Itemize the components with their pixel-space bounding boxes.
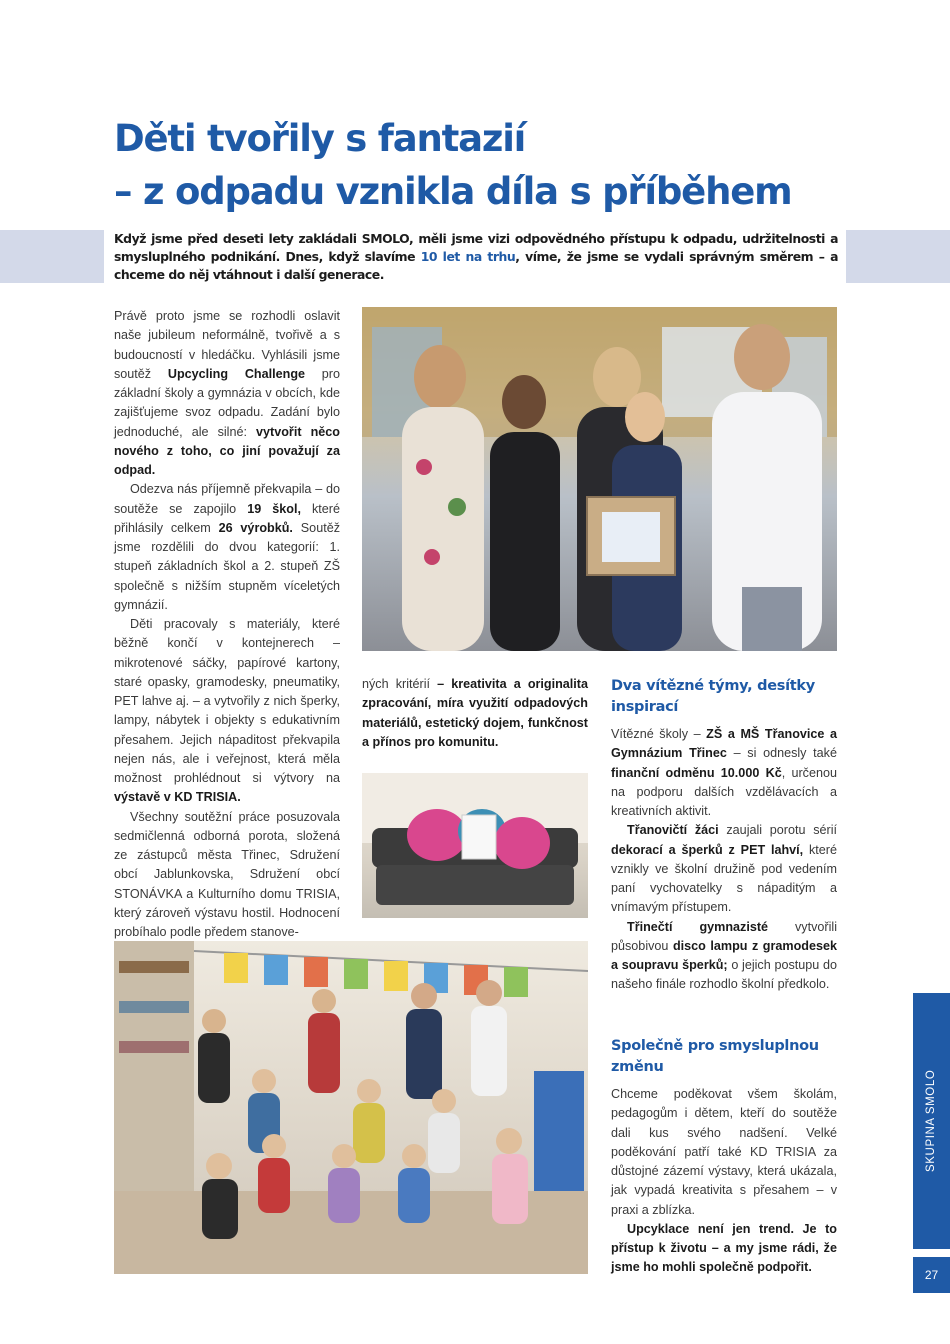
column-3: [611, 725, 837, 995]
photo-winners-illustration: [362, 307, 837, 651]
col1-paragraph-2: Odezva nás příjemně překvapila – do soutěže se zapojilo 19 škol, které přihlásily celkem 26 výrobků. Soutěž jsme rozdělili do dvou kategorií: 1. stupeň základních škol a 2. stupeň ZŠ společně s nižším stupněm víceletých gymnázií.: [114, 482, 340, 612]
col3-paragraph-3: Třinečtí gymnazisté vytvořili působivou disco lampu z gramodesek a soupravu šperků; o jejich postupu do našeho finále rozhodlo školní předkolo.: [611, 919, 837, 992]
article-title: [114, 112, 834, 218]
photo-winners-group: [362, 307, 837, 651]
col1-paragraph-3: Děti pracovaly s materiály, které běžně končí v kontejnerech – mikrotenové sáčky, papírové kartony, staré opasky, gramodesky, pneumatiky, PET lahve aj. – a vytvořily z nich šperky, lampy, nábytek i objekty s edukativním přesahem. Jejich nápaditost překvapila nejen nás, ale i veřejnost, která měla možnost prohlédnout si výtvory na výstavě v KD TRISIA.: [114, 617, 340, 805]
section-heading-together: Společně pro smysluplnou změnu: [611, 1038, 819, 1075]
col2-paragraph: ných kritérií – kreativita a originalita zpracování, míra využití odpadových materiálů, estetický dojem, funkčnost a přínos pro komunitu.: [362, 677, 588, 749]
col3-paragraph-1: Vítězné školy – ZŠ a MŠ Třanovice a Gymnázium Třinec – si odnesly také finanční odměnu 10.000 Kč, určenou na podporu dalších vzdělávacích a kreativních aktivit.: [611, 727, 838, 818]
lead-band-left: [0, 230, 104, 283]
section-heading-winners: Dva vítězné týmy, desítky inspirací: [611, 678, 815, 715]
col1-paragraph-4: Všechny soutěžní práce posuzovala sedmičlenná odborná porota, složená ze zástupců města Třinec, Sdružení obcí Jablunkovska, Sdružení obcí STONÁVKA a Kulturního domu TRISIA, který zároveň výstavu hostil. Hodnocení probíhalo podle předem stanove-: [114, 809, 340, 939]
photo-upcycled-bench: [362, 773, 588, 918]
photo-class-illustration: [114, 941, 588, 1274]
column-3-bottom: [611, 1085, 837, 1278]
photo-class-group: [114, 941, 588, 1274]
sidebar-label: SKUPINA SMOLO: [925, 1069, 937, 1173]
title-line-1: Děti tvořily s fantazií: [114, 117, 526, 160]
col3b-paragraph-1: Chceme poděkovat všem školám, pedagogům i dětem, kteří do soutěže dali kus svého nadšení. Velké poděkování patří také KD TRISIA za důstojné zázemí výstavy, která ukázala, jak vypadá kreativita s přesahem – v praxi a zblízka.: [611, 1087, 837, 1217]
lead-text-2: , víme, že jsme se vydali správným směrem – a chceme do něj vtáhnout i další generace.: [114, 249, 838, 282]
col3b-paragraph-2: Upcyklace není jen trend. Je to přístup k životu – a my jsme rádi, že jsme ho mohli společně podpořit.: [611, 1221, 837, 1275]
photo-bench-illustration: [362, 773, 588, 918]
lead-paragraph: [114, 230, 838, 284]
lead-band-right: [846, 230, 950, 283]
col1-paragraph-1: Právě proto jsme se rozhodli oslavit naše jubileum neformálně, tvořivě a s budoucností v hledáčku. Vyhlásili jsme soutěž Upcycling Challenge pro základní školy a gymnázia v obcích, kde zajišťujeme svoz odpadu. Zadání bylo jednoduché, ale silné: vytvořit něco nového z toho, co jiní považují za odpad.: [114, 309, 340, 477]
column-2: [362, 675, 588, 752]
lead-text-1: Když jsme před deseti lety zakládali SMOLO, měli jsme vizi odpovědného přístupu k odpadu, udržitelnosti a smysluplného podnikání. Dnes, když slavíme: [114, 231, 838, 264]
title-line-2: – z odpadu vznikla díla s příběhem: [114, 170, 792, 213]
col3-paragraph-2: Třanovičtí žáci zaujali porotu sérií dekorací a šperků z PET lahví, které vznikly ve školní družině pod vedením paní vychovatelky s nápaditým a vnímavým přístupem.: [611, 823, 838, 915]
column-1: [114, 307, 340, 942]
page-number: 27: [913, 1257, 950, 1293]
lead-highlight: 10 let na trhu: [420, 249, 516, 264]
